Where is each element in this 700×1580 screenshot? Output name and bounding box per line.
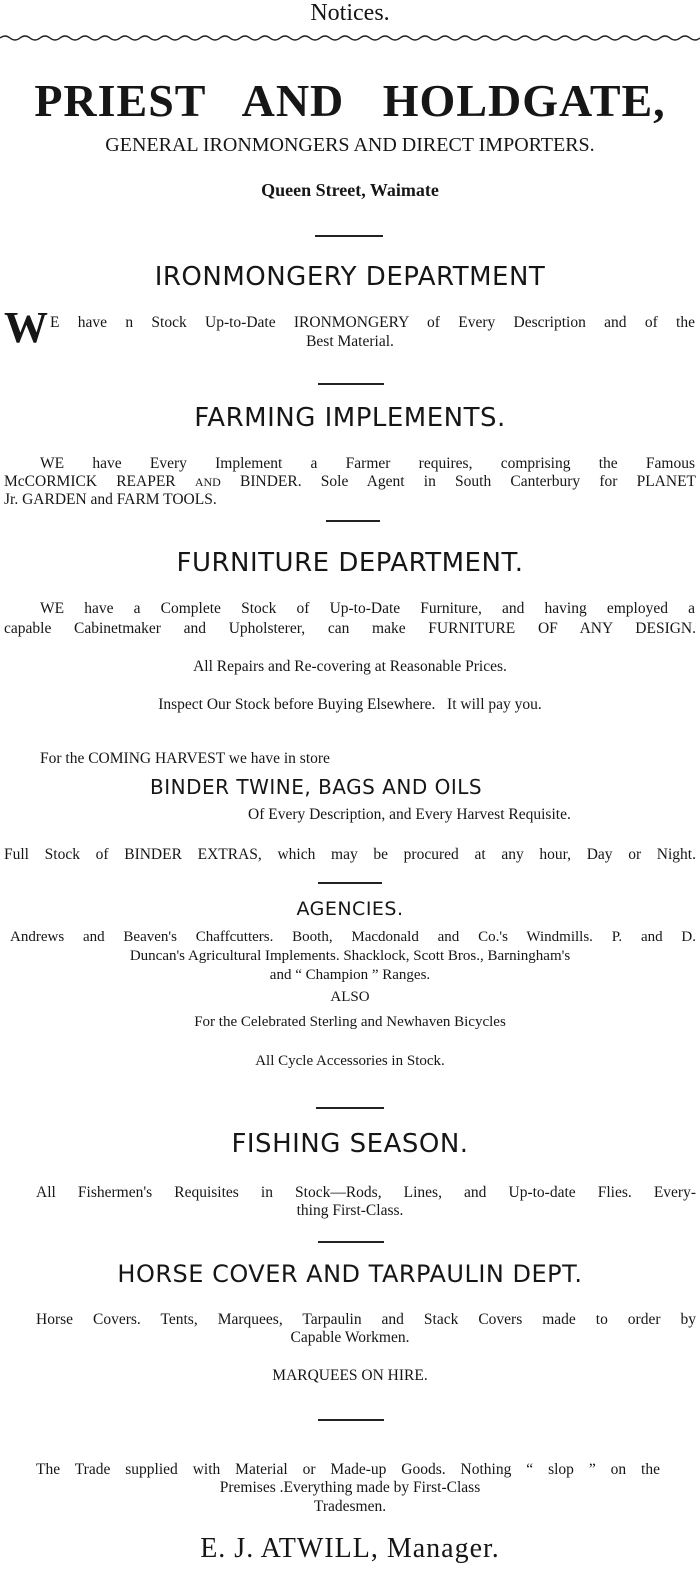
mccormick-label: McCORMICK REAPER: [4, 473, 176, 490]
farming-title: FARMING IMPLEMENTS.: [194, 403, 506, 433]
divider-7: [318, 1419, 384, 1421]
furniture-title: FURNITURE DEPARTMENT.: [176, 548, 524, 578]
sole-agent-text: BINDER. Sole Agent in South Canterbury for PLANET: [240, 473, 697, 490]
agencies-title: AGENCIES.: [296, 898, 404, 920]
and-small-caps: AND: [194, 475, 221, 489]
horse-cover-line-1: Horse Covers. Tents, Marquees, Tarpaulin and Stack Covers made to order by: [36, 1311, 696, 1328]
furniture-inspect: Inspect Our Stock before Buying Elsewhere. It will pay you.: [158, 696, 542, 713]
furniture-repairs: All Repairs and Re-covering at Reasonable Prices.: [193, 658, 507, 675]
ironmongery-title: IRONMONGERY DEPARTMENT: [154, 262, 546, 292]
agencies-line-3: and “ Champion ” Ranges.: [269, 967, 431, 983]
farming-line-3: Jr. GARDEN and FARM TOOLS.: [4, 491, 217, 508]
furniture-line-2: capable Cabinetmaker and Upholsterer, can make FURNITURE OF ANY DESIGN.: [4, 620, 696, 637]
trade-line-1: The Trade supplied with Material or Made-up Goods. Nothing “ slop ” on the: [36, 1461, 660, 1478]
farming-line-2: [4, 473, 696, 491]
manager-signature: E. J. ATWILL, Manager.: [200, 1533, 500, 1564]
drop-cap: W: [4, 303, 48, 352]
company-subtitle: GENERAL IRONMONGERS AND DIRECT IMPORTERS.: [105, 134, 595, 156]
company-name: PRIEST AND HOLDGATE,: [34, 75, 666, 126]
divider-3: [326, 520, 380, 522]
wavy-divider: [0, 32, 700, 44]
horse-cover-title: HORSE COVER AND TARPAULIN DEPT.: [117, 1260, 583, 1288]
agencies-line-1: Andrews and Beaven's Chaffcutters. Booth, Macdonald and Co.'s Windmills. P. and D.: [10, 929, 696, 945]
trade-line-2: Premises .Everything made by First-Class: [219, 1479, 481, 1496]
divider-6: [318, 1241, 384, 1243]
fishing-title: FISHING SEASON.: [231, 1129, 469, 1159]
harvest-intro: For the COMING HARVEST we have in store: [40, 750, 330, 767]
divider-4: [318, 882, 382, 884]
divider-2: [318, 383, 384, 385]
ironmongery-line-1: E have n Stock Up-to-Date IRONMONGERY of Every Description and of the: [50, 314, 695, 331]
divider-1: [315, 235, 383, 237]
trade-line-3: Tradesmen.: [313, 1498, 387, 1515]
divider-5: [316, 1107, 384, 1109]
horse-cover-line-2: Capable Workmen.: [290, 1329, 410, 1346]
furniture-line-1: WE have a Complete Stock of Up-to-Date Furniture, and having employed a: [40, 600, 695, 617]
harvest-extras: Full Stock of BINDER EXTRAS, which may be procured at any hour, Day or Night.: [4, 846, 696, 863]
agencies-also: ALSO: [330, 989, 370, 1005]
agencies-bicycles: For the Celebrated Sterling and Newhaven Bicycles: [194, 1014, 506, 1030]
harvest-headline: BINDER TWINE, BAGS AND OILS: [150, 775, 483, 799]
agencies-line-2: Duncan's Agricultural Implements. Shacklock, Scott Bros., Barningham's: [129, 948, 571, 964]
section-heading: Notices.: [310, 0, 390, 26]
ironmongery-line-2: Best Material.: [306, 333, 394, 350]
farming-line-1: WE have Every Implement a Farmer requires, comprising the Famous: [40, 455, 695, 472]
agencies-accessories: All Cycle Accessories in Stock.: [255, 1053, 445, 1069]
marquees-on-hire: MARQUEES ON HIRE.: [272, 1367, 428, 1384]
harvest-detail: Of Every Description, and Every Harvest Requisite.: [248, 806, 571, 823]
fishing-line-2: thing First-Class.: [296, 1202, 404, 1219]
fishing-line-1: All Fishermen's Requisites in Stock—Rods, Lines, and Up-to-date Flies. Every-: [36, 1184, 696, 1201]
company-address: Queen Street, Waimate: [261, 180, 439, 200]
